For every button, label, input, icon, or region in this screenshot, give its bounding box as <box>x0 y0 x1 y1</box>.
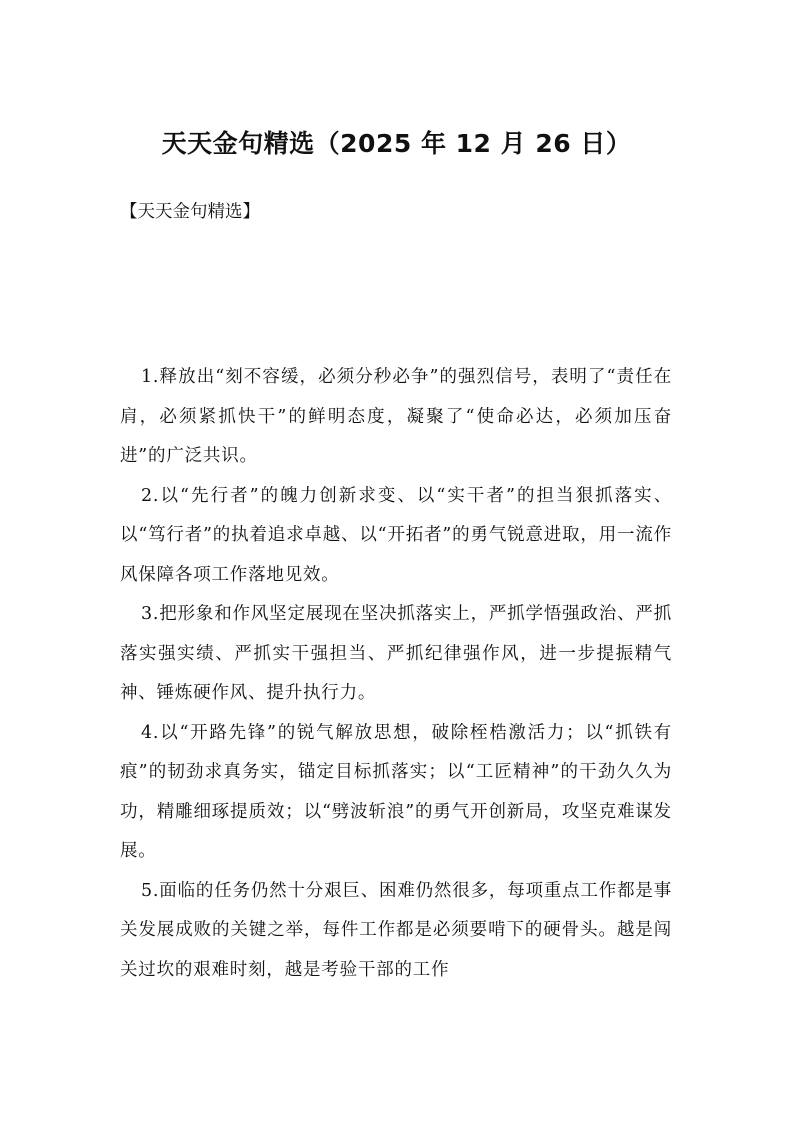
document-subtitle: 【天天金句精选】 <box>120 202 260 222</box>
paragraph: 3.把形象和作风坚定展现在坚决抓落实上，严抓学悟强政治、严抓落实强实绩、严抓实干强担当、严抓纪律强作风，进一步提振精气神、锤炼硬作风、提升执行力。 <box>120 604 672 703</box>
document-body <box>120 358 672 990</box>
paragraph: 2.以“先行者”的魄力创新求变、以“实干者”的担当狠抓落实、以“笃行者”的执着追求卓越、以“开拓者”的勇气锐意进取，用一流作风保障各项工作落地见效。 <box>120 485 672 585</box>
paragraph: 5.面临的任务仍然十分艰巨、困难仍然很多，每项重点工作都是事关发展成败的关键之举，每件工作都是必须要啃下的硬骨头。越是闯关过坎的艰难时刻，越是考验干部的工作 <box>120 880 672 980</box>
paragraph: 4.以“开路先锋”的锐气解放思想，破除桎梏激活力；以“抓铁有痕”的韧劲求真务实，锚定目标抓落实；以“工匠精神”的干劲久久为功，精雕细琢提质效；以“劈波斩浪”的勇气开创新局，攻坚克难谋发展。 <box>120 722 672 861</box>
paragraph: 1.释放出“刻不容缓，必须分秒必争”的强烈信号，表明了“责任在肩，必须紧抓快干”的鲜明态度，凝聚了“使命必达，必须加压奋进”的广泛共识。 <box>120 367 672 466</box>
document-title: 天天金句精选（2025 年 12 月 26 日） <box>161 129 632 158</box>
